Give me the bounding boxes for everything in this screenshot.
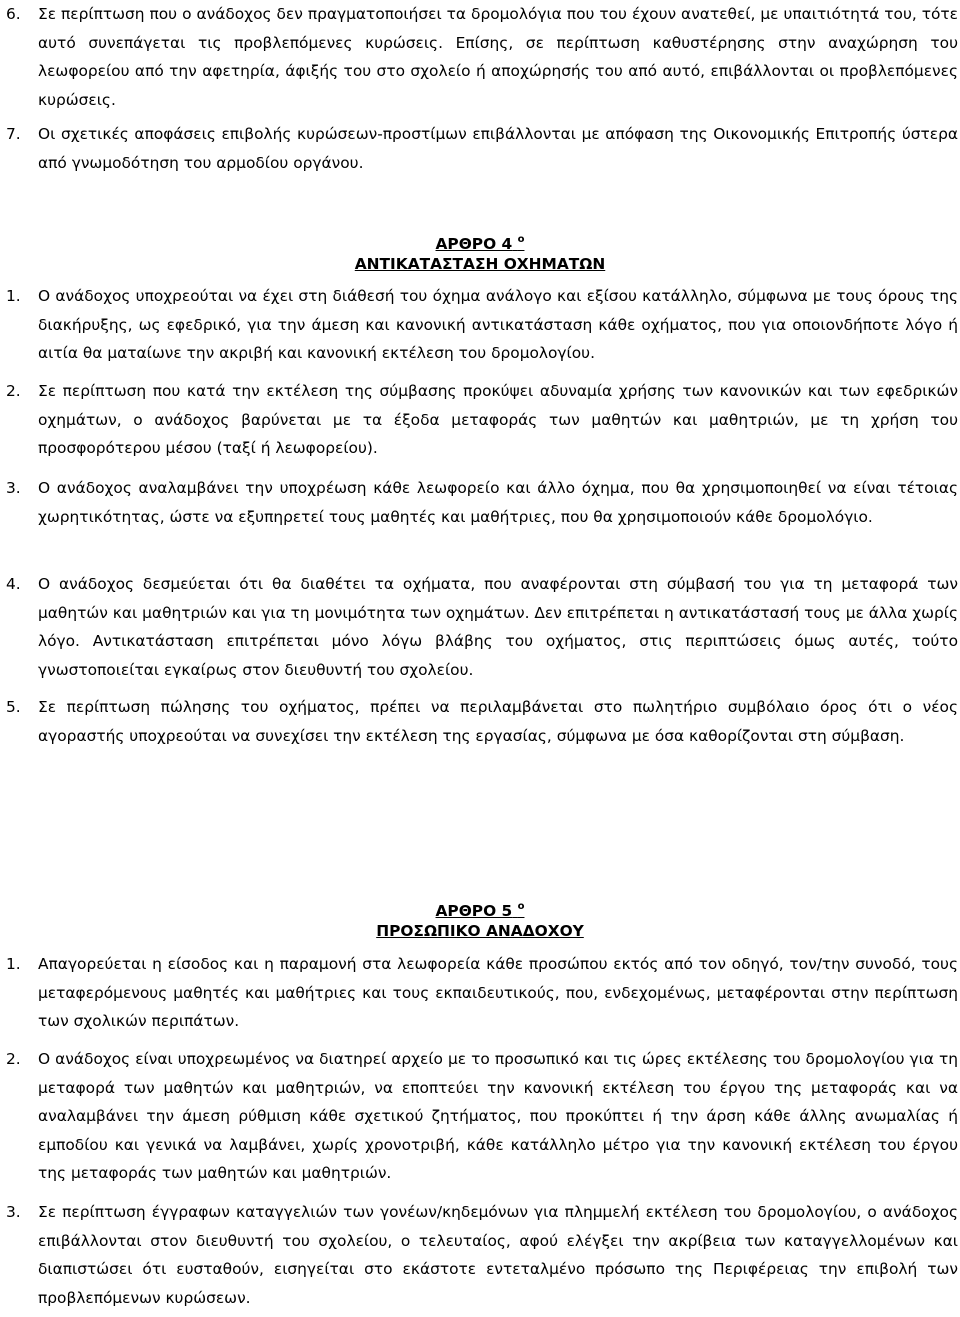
item-number: 2.	[6, 382, 21, 400]
item-number: 3.	[6, 1203, 21, 1221]
article-ordinal: ο	[517, 901, 525, 912]
list-item	[0, 120, 960, 177]
item-text: Σε περίπτωση που κατά την εκτέλεση της σύμβασης προκύψει αδυναμία χρήσης των κανονικών και των εφεδρικών οχημάτων, ο ανάδοχος βαρύνεται με τα έξοδα μεταφοράς των μαθητών και μαθητριών, με τη χρήση του προσφορότερου μέσου (ταξί ή λεωφορείου).	[38, 382, 958, 457]
article-title: ΠΡΟΣΩΠΙΚΟ ΑΝΑΔΟΧΟΥ	[376, 922, 584, 940]
item-text: Σε περίπτωση έγγραφων καταγγελιών των γονέων/κηδεμόνων για πλημμελή εκτέλεση του δρομολογίου, ο ανάδοχος επιβάλλονται στον διευθυντή του σχολείου, ο τελευταίος, αφού ελέγξει την ακρίβεια των καταγγελλομένων και διαπιστώσει ότι ευσταθούν, εισηγείται στο εκάστοτε εντεταλμένο πρόσωπο της Περιφέρειας την επιβολή των προβλεπόμενων κυρώσεων.	[38, 1203, 958, 1307]
list-item	[0, 693, 960, 750]
list-item	[0, 377, 960, 463]
item-text: Ο ανάδοχος υποχρεούται να έχει στη διάθεσή του όχημα ανάλογο και εξίσου κατάλληλο, σύμφωνα με τους όρους της διακήρυξης, ως εφεδρικό, για την άμεση και κανονική αντικατάσταση κάθε οχήματος, που για οποιονδήποτε λόγο ή αιτία θα ματαίωνε την ακριβή και κανονική εκτέλεση του δρομολογίου.	[38, 287, 958, 362]
list-item	[0, 282, 960, 368]
list-item	[0, 1198, 960, 1312]
item-text: Ο ανάδοχος είναι υποχρεωμένος να διατηρεί αρχείο με το προσωπικό και τις ώρες εκτέλεσης του δρομολογίου για τη μεταφορά των μαθητών και μαθητριών, να εποπτεύει την κανονική εκτέλεση του έργου της μεταφοράς και να αναλαμβάνει την άμεση ρύθμιση κάθε σχετικού ζητήματος, που προκύπτει ή την άρση κάθε άλλης ανωμαλίας ή εμποδίου και γενικά να λαμβάνει, χωρίς χρονοτριβή, κάθε κατάλληλο μέτρο για την κανονική εκτέλεση του έργου της μεταφοράς των μαθητών και μαθητριών.	[38, 1050, 958, 1182]
article-title: ΑΝΤΙΚΑΤΑΣΤΑΣΗ ΟΧΗΜΑΤΩΝ	[354, 255, 606, 273]
item-number: 2.	[6, 1050, 21, 1068]
list-item	[0, 950, 960, 1036]
list-item	[0, 1045, 960, 1188]
article-number: ΑΡΘΡΟ 4	[435, 235, 513, 254]
item-text: Απαγορεύεται η είσοδος και η παραμονή στα λεωφορεία κάθε προσώπου εκτός από τον οδηγό, τον/την συνοδό, τους μεταφερόμενους μαθητές και μαθήτριες και τους εκπαιδευτικούς, που, ενδεχομένως, μεταφέρονται στην περίπτωση των σχολικών περιπάτων.	[38, 955, 958, 1030]
item-number: 1.	[6, 287, 21, 305]
list-item	[0, 570, 960, 684]
list-item	[0, 474, 960, 531]
item-text: Οι σχετικές αποφάσεις επιβολής κυρώσεων-προστίμων επιβάλλονται με απόφαση της Οικονομικής Επιτροπής ύστερα από γνωμοδότηση του αρμοδίου οργάνου.	[38, 125, 958, 172]
article-number: ΑΡΘΡΟ 5	[435, 902, 513, 921]
item-text: Ο ανάδοχος αναλαμβάνει την υποχρέωση κάθε λεωφορείο και άλλο όχημα, που θα χρησιμοποιηθεί να είναι τέτοιας χωρητικότητας, ώστε να εξυπηρετεί τους μαθητές και μαθήτριες, που θα χρησιμοποιούν κάθε δρομολόγιο.	[38, 479, 958, 526]
article-ordinal: ο	[517, 234, 525, 245]
list-item	[0, 0, 960, 114]
item-number: 6.	[6, 5, 21, 23]
item-number: 5.	[6, 698, 21, 716]
item-number: 1.	[6, 955, 21, 973]
item-text: Σε περίπτωση πώλησης του οχήματος, πρέπει να περιλαμβάνεται στο πωλητήριο συμβόλαιο όρος ότι ο νέος αγοραστής υποχρεούται να συνεχίσει την εκτέλεση της εργασίας, σύμφωνα με όσα καθορίζονται στη σύμβαση.	[38, 698, 958, 745]
item-text: Σε περίπτωση που ο ανάδοχος δεν πραγματοποιήσει τα δρομολόγια που του έχουν ανατεθεί, με υπαιτιότητά του, τότε αυτό συνεπάγεται τις προβλεπόμενες κυρώσεις. Επίσης, σε περίπτωση καθυστέρησης στην αναχώρηση του λεωφορείου από την αφετηρία, άφιξής του στο σχολείο ή αποχώρησής του από αυτό, επιβάλλονται οι προβλεπόμενες κυρώσεις.	[38, 5, 958, 109]
item-number: 4.	[6, 575, 21, 593]
item-number: 7.	[6, 125, 21, 143]
item-number: 3.	[6, 479, 21, 497]
item-text: Ο ανάδοχος δεσμεύεται ότι θα διαθέτει τα οχήματα, που αναφέρονται στη σύμβασή του για τη μεταφορά των μαθητών και μαθητριών και για τη μονιμότητα των οχημάτων. Δεν επιτρέπεται η αντικατάστασή τους με άλλα χωρίς λόγο. Αντικατάσταση επιτρέπεται μόνο λόγω βλάβης του οχήματος, στις περιπτώσεις όμως αυτές, τούτο γνωστοποιείται εγκαίρως στον διευθυντή του σχολείου.	[38, 575, 958, 679]
